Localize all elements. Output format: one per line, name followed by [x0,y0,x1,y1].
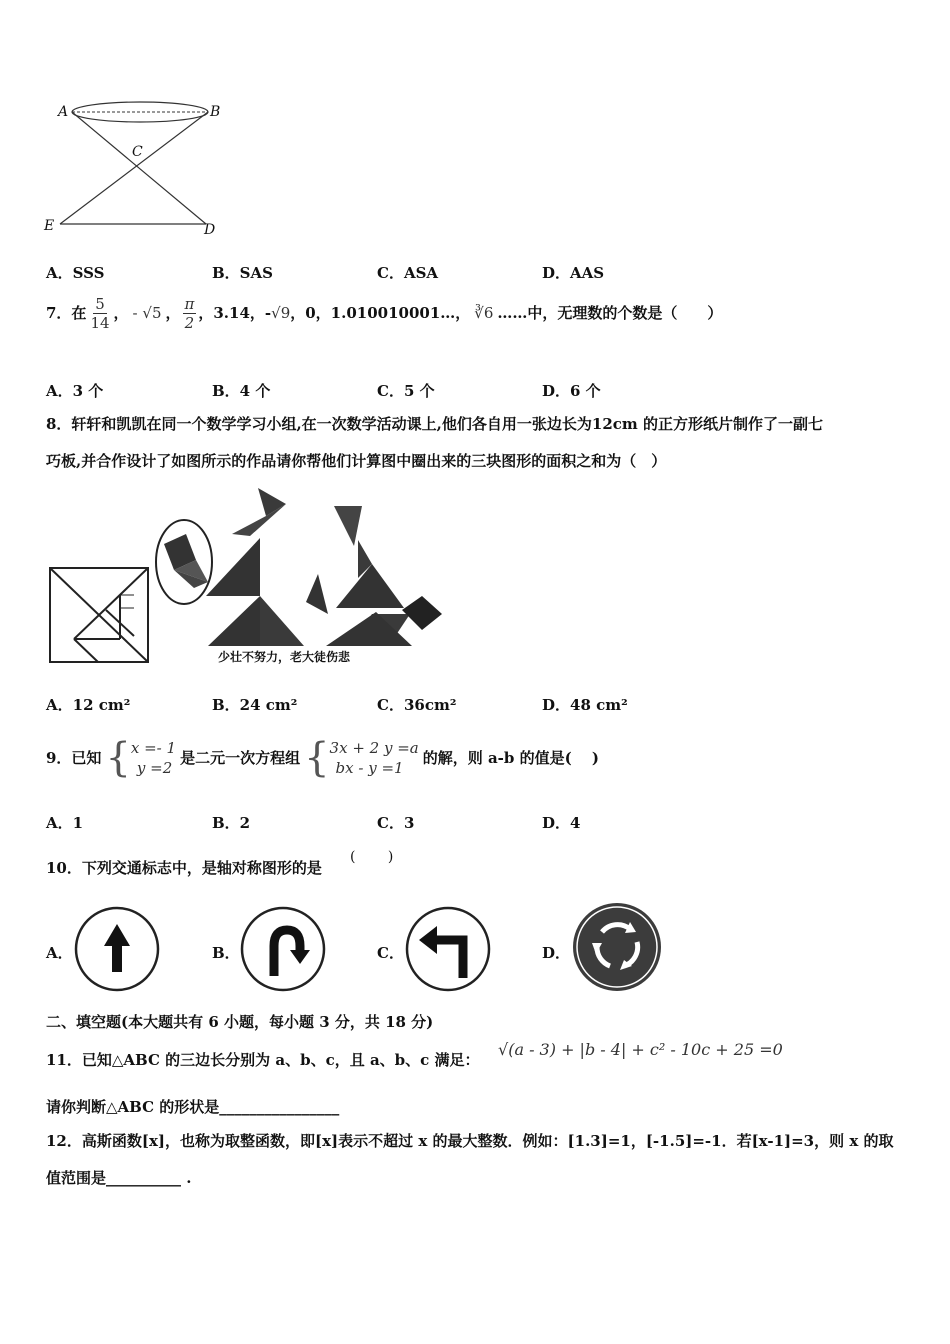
q9-brace-1: { [105,735,131,781]
q11-formula: √(a - 3) + |b - 4| + c² - 10c + 25 =0 [498,1040,783,1059]
point-label-b: B [210,104,221,120]
q9-option-c[interactable]: C．3 [377,814,415,832]
q10-answer-paren: ( ) [350,849,394,865]
q9-sys2-line1: 3x + 2 y =a [329,739,419,757]
q6-option-b[interactable]: B．SAS [212,264,273,282]
q7-option-d[interactable]: D．6 个 [542,382,601,400]
point-label-d: D [204,222,216,238]
q10-question: 10．下列交通标志中，是轴对称图形的是 [46,859,322,877]
q7-fraction [88,295,111,332]
q7-option-a[interactable]: A．3 个 [46,382,104,400]
q12-line-2: 值范围是__________ . [46,1169,192,1187]
q7-frac-den: 14 [90,313,110,332]
sign-a-up-arrow-icon[interactable] [74,906,160,996]
q8-tangram-figure [46,484,446,674]
sign-c-left-turn-icon[interactable] [405,906,491,996]
q7-option-b[interactable]: B．4 个 [212,382,271,400]
q11-question: 11．已知△ABC 的三边长分别为 a、b、c，且 a、b、c 满足： [46,1051,480,1069]
point-label-a: A [58,104,69,120]
point-label-e: E [44,218,55,234]
q9-sys1-line1: x =- 1 [130,739,177,757]
q11-answer-blank[interactable]: ________________ [219,1098,340,1116]
q7-pi-num: π [184,294,195,313]
q7-option-c[interactable]: C．5 个 [377,382,435,400]
q7-pi-den: 2 [184,313,195,332]
q11-ask-text: 请你判断△ABC 的形状是 [46,1098,220,1116]
q9-sys2-line2: bx - y =1 [335,759,404,777]
q9-option-a[interactable]: A．1 [46,814,84,832]
q6-figure [44,94,234,244]
q7-text-1: ，3.14，- [198,304,272,322]
q8-option-b[interactable]: B．24 cm² [212,696,298,714]
q9-text-mid: 是二元一次方程组 [180,749,301,767]
q8-option-a[interactable]: A．12 cm² [46,696,131,714]
point-label-c: C [132,144,143,160]
q7-question [46,292,722,334]
q7-frac-num: 5 [95,294,105,313]
q6-option-d[interactable]: D．AAS [542,264,605,282]
q10-option-b-label[interactable]: B． [212,944,240,962]
q9-question [46,730,599,786]
q6-option-c[interactable]: C．ASA [377,264,439,282]
q7-sep-1: ， [113,304,129,322]
q10-option-c-label[interactable]: C． [377,944,404,962]
q9-option-b[interactable]: B．2 [212,814,251,832]
q10-option-d-label[interactable]: D． [542,944,571,962]
q12-line-1: 12．高斯函数[x]，也称为取整函数，即[x]表示不超过 x 的最大整数．例如：[1.3]=1，[-1.5]=-1．若[x-1]=3，则 x 的取 [46,1132,894,1150]
q9-system-1 [105,735,177,781]
q9-option-d[interactable]: D．4 [542,814,581,832]
q7-cbrt6: ∛6 [474,304,494,322]
q7-sep-2: ， [165,304,181,322]
q9-system-2 [304,735,419,781]
q7-neg-sqrt5: - √5 [132,304,162,322]
sign-d-roundabout-icon[interactable] [572,902,662,996]
q8-option-d[interactable]: D．48 cm² [542,696,628,714]
q9-text-end: 的解，则 a-b 的值是( ) [422,749,600,767]
q7-pi-fraction [183,295,197,332]
q9-brace-2: { [304,735,330,781]
sign-b-u-turn-icon[interactable] [240,906,326,996]
q8-line-2: 巧板,并合作设计了如图所示的作品请你帮他们计算图中圈出来的三块图形的面积之和为（ ） [46,452,667,470]
q8-line-1: 8．轩轩和凯凯在同一个数学学习小组,在一次数学活动课上,他们各自用一张边长为12cm 的正方形纸片制作了一副七 [46,415,823,433]
q8-option-c[interactable]: C．36cm² [377,696,457,714]
q7-number: 7．在 [46,304,87,322]
q11-ask [46,1097,339,1117]
q8-figure-caption: 少壮不努力，老大徒伤悲 [218,650,351,664]
q7-sqrt9: √9 [271,304,291,322]
q9-number: 9．已知 [46,749,102,767]
q6-option-a[interactable]: A．SSS [46,264,105,282]
q10-option-a-label[interactable]: A． [46,944,73,962]
q9-sys1-line2: y =2 [136,759,173,777]
q7-text-3: ……中，无理数的个数是（ ） [497,304,723,322]
section-2-heading: 二、填空题(本大题共有 6 小题，每小题 3 分，共 18 分) [46,1013,434,1031]
q7-text-2: ，0，1.010010001…， [290,304,471,322]
